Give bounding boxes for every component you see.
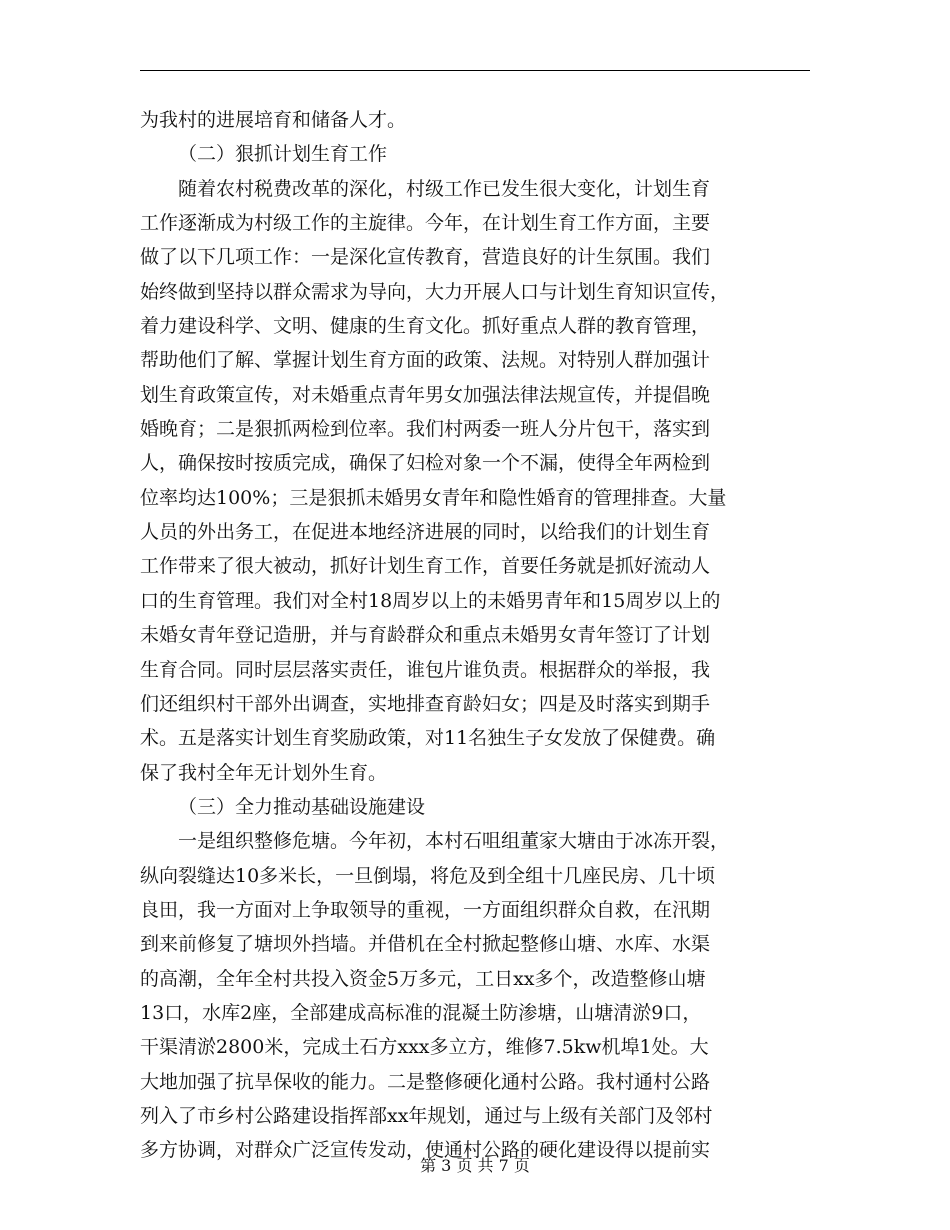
text-line: 良田，我一方面对上争取领导的重视，一方面组织群众自救，在汛期 xyxy=(140,898,711,921)
text-line: 帮助他们了解、掌握计划生育方面的政策、法规。对特别人群加强计 xyxy=(140,349,711,372)
text-line: 着力建设科学、文明、健康的生育文化。抓好重点人群的教育管理， xyxy=(140,315,711,338)
text-line: 的高潮，全年全村共投入资金5万多元，工日xx多个，改造整修山塘 xyxy=(140,967,706,990)
text-line: 干渠清淤2800米，完成土石方xxx多立方，维修7.5kw机埠1处。大 xyxy=(140,1036,709,1059)
text-line: 们还组织村干部外出调查，实地排查育龄妇女；四是及时落实到期手 xyxy=(140,692,711,715)
text-line: 人，确保按时按质完成，确保了妇检对象一个不漏，使得全年两检到 xyxy=(140,452,711,475)
document-body xyxy=(140,103,810,1168)
text-line: 大地加强了抗旱保收的能力。二是整修硬化通村公路。我村通村公路 xyxy=(140,1070,711,1093)
text-line: 13口，水库2座，全部建成高标准的混凝土防渗塘，山塘清淤9口， xyxy=(140,1001,702,1024)
text-line: 始终做到坚持以群众需求为导向，大力开展人口与计划生育知识宣传， xyxy=(140,280,730,303)
text-line: 纵向裂缝达10多米长，一旦倒塌，将危及到全组十几座民房、几十顷 xyxy=(140,864,716,887)
text-line: 保了我村全年无计划外生育。 xyxy=(140,761,388,784)
text-line: 婚晚育；二是狠抓两检到位率。我们村两委一班人分片包干，落实到 xyxy=(140,418,711,441)
text-line: 口的生育管理。我们对全村18周岁以上的未婚男青年和15周岁以上的 xyxy=(140,589,721,612)
text-line: 工作带来了很大被动，抓好计划生育工作，首要任务就是抓好流动人 xyxy=(140,555,711,578)
section-heading: （三）全力推动基础设施建设 xyxy=(178,795,426,818)
text-line: 为我村的进展培育和储备人才。 xyxy=(140,109,407,131)
text-line: 生育合同。同时层层落实责任，谁包片谁负责。根据群众的举报，我 xyxy=(140,658,711,681)
header-rule xyxy=(140,70,810,71)
text-line: 划生育政策宣传，对未婚重点青年男女加强法律法规宣传，并提倡晚 xyxy=(140,383,711,406)
text-line: 工作逐渐成为村级工作的主旋律。今年，在计划生育工作方面，主要 xyxy=(140,212,711,235)
text-line: 一是组织整修危塘。今年初，本村石咀组董家大塘由于冰冻开裂， xyxy=(178,830,730,853)
text-line: 做了以下几项工作：一是深化宣传教育，营造良好的计生氛围。我们 xyxy=(140,246,711,269)
text-line: 列入了市乡村公路建设指挥部xx年规划，通过与上级有关部门及邻村 xyxy=(140,1104,713,1127)
text-line: 未婚女青年登记造册，并与育龄群众和重点未婚男女青年签订了计划 xyxy=(140,624,711,647)
text-line: 到来前修复了塘坝外挡墙。并借机在全村掀起整修山塘、水库、水渠 xyxy=(140,933,711,956)
text-line: 随着农村税费改革的深化，村级工作已发生很大变化，计划生育 xyxy=(178,177,711,200)
section-heading: （二）狠抓计划生育工作 xyxy=(178,143,388,166)
text-line: 人员的外出务工，在促进本地经济进展的同时，以给我们的计划生育 xyxy=(140,521,711,544)
page-number-footer: 第 3 页 共 7 页 xyxy=(420,1156,530,1175)
text-line: 多方协调，对群众广泛宣传发动，使通村公路的硬化建设得以提前实 xyxy=(140,1139,711,1162)
text-line: 术。五是落实计划生育奖励政策，对11名独生子女发放了保健费。确 xyxy=(140,727,716,750)
text-line: 位率均达100%；三是狠抓未婚男女青年和隐性婚育的管理排查。大量 xyxy=(140,486,727,509)
